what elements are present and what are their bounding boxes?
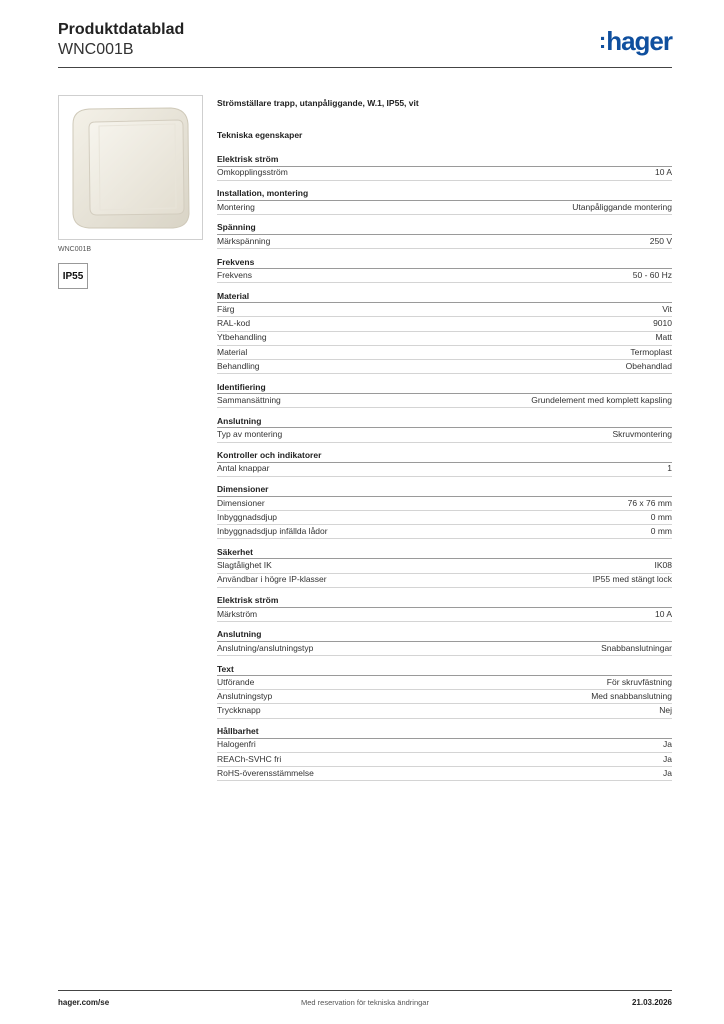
spec-row — [217, 317, 672, 331]
spec-value: Snabbanslutningar — [601, 642, 672, 653]
spec-row — [217, 559, 672, 573]
spec-label: Färg — [217, 304, 235, 315]
spec-row — [217, 235, 672, 249]
product-code: WNC001B — [58, 41, 134, 58]
spec-value: Grundelement med komplett kapsling — [531, 395, 672, 406]
spec-row — [217, 739, 672, 753]
image-caption: WNC001B — [58, 246, 92, 253]
spec-row — [217, 463, 672, 477]
spec-label: Frekvens — [217, 269, 252, 280]
spec-section-title: Elektrisk ström — [217, 595, 672, 608]
spec-value: Med snabbanslutning — [591, 691, 672, 702]
spec-value: IK08 — [654, 560, 672, 571]
spec-label: RoHS-överensstämmelse — [217, 767, 314, 778]
spec-label: Dimensioner — [217, 497, 265, 508]
spec-label: Inbyggnadsdjup infällda lådor — [217, 525, 328, 536]
spec-label: REACh-SVHC fri — [217, 753, 282, 764]
spec-label: Tryckknapp — [217, 705, 261, 716]
ip-rating-badge: IP55 — [58, 263, 88, 289]
technical-properties-title: Tekniska egenskaper — [217, 130, 303, 140]
spec-section-title: Spänning — [217, 222, 672, 235]
spec-value: Utanpåliggande montering — [572, 201, 672, 212]
spec-section-title: Elektrisk ström — [217, 154, 672, 167]
spec-section — [217, 382, 672, 409]
spec-label: Märkspänning — [217, 235, 271, 246]
spec-label: Halogenfri — [217, 739, 256, 750]
spec-value: 0 mm — [650, 511, 672, 522]
spec-section — [217, 629, 672, 656]
spec-label: Märkström — [217, 608, 258, 619]
document-title: Produktdatablad — [58, 21, 185, 38]
spec-section — [217, 257, 672, 284]
spec-section — [217, 416, 672, 443]
spec-value: Vit — [662, 304, 672, 315]
spec-section-title: Dimensioner — [217, 484, 672, 497]
spec-section — [217, 595, 672, 622]
spec-section-title: Frekvens — [217, 257, 672, 270]
spec-section — [217, 726, 672, 781]
spec-section — [217, 484, 672, 539]
spec-sections — [217, 154, 672, 789]
spec-row — [217, 394, 672, 408]
spec-label: Material — [217, 346, 248, 357]
spec-row — [217, 525, 672, 539]
spec-row — [217, 511, 672, 525]
spec-value: Ja — [663, 739, 672, 750]
product-image — [58, 95, 203, 240]
spec-label: Anslutning/anslutningstyp — [217, 642, 314, 653]
spec-label: Slagtålighet IK — [217, 560, 272, 571]
logo-mark-icon: : — [598, 28, 606, 53]
footer-date: 21.03.2026 — [631, 998, 672, 1007]
spec-value: Termoplast — [630, 346, 672, 357]
hager-logo — [599, 26, 672, 58]
spec-label: RAL-kod — [217, 318, 251, 329]
spec-value: IP55 med stängt lock — [592, 574, 672, 585]
spec-value: 10 A — [654, 167, 672, 178]
spec-section-title: Identifiering — [217, 382, 672, 395]
spec-section — [217, 154, 672, 181]
spec-value: Matt — [655, 332, 672, 343]
spec-section-title: Material — [217, 291, 672, 304]
spec-label: Omkopplingsström — [217, 167, 288, 178]
spec-label: Antal knappar — [217, 463, 270, 474]
spec-section-title: Text — [217, 664, 672, 677]
spec-value: 76 x 76 mm — [627, 497, 672, 508]
document-header — [58, 20, 184, 60]
spec-value: Obehandlad — [625, 360, 672, 371]
spec-value: Ja — [663, 767, 672, 778]
spec-section-title: Hållbarhet — [217, 726, 672, 739]
spec-section — [217, 188, 672, 215]
spec-row — [217, 269, 672, 283]
spec-section-title: Anslutning — [217, 629, 672, 642]
spec-value: För skruvfästning — [606, 676, 672, 687]
spec-row — [217, 303, 672, 317]
product-name: Strömställare trapp, utanpåliggande, W.1, IP55, vit — [217, 98, 419, 108]
footer-notice: Med reservation för tekniska ändringar — [301, 998, 429, 1007]
spec-row — [217, 676, 672, 690]
spec-row — [217, 767, 672, 781]
spec-label: Anslutningstyp — [217, 691, 273, 702]
header-divider — [58, 67, 672, 68]
spec-row — [217, 428, 672, 442]
spec-row — [217, 753, 672, 767]
spec-label: Utförande — [217, 676, 255, 687]
spec-row — [217, 642, 672, 656]
spec-row — [217, 167, 672, 181]
spec-section-title: Anslutning — [217, 416, 672, 429]
spec-label: Montering — [217, 201, 255, 212]
spec-row — [217, 360, 672, 374]
spec-section-title: Kontroller och indikatorer — [217, 450, 672, 463]
spec-value: 9010 — [653, 318, 672, 329]
spec-row — [217, 704, 672, 718]
spec-section — [217, 222, 672, 249]
spec-row — [217, 690, 672, 704]
spec-value: 1 — [667, 463, 672, 474]
spec-label: Användbar i högre IP-klasser — [217, 574, 327, 585]
spec-row — [217, 346, 672, 360]
spec-value: Ja — [663, 753, 672, 764]
spec-label: Ytbehandling — [217, 332, 267, 343]
spec-label: Behandling — [217, 360, 260, 371]
spec-row — [217, 608, 672, 622]
spec-section-title: Säkerhet — [217, 547, 672, 560]
spec-row — [217, 201, 672, 215]
footer-divider — [58, 990, 672, 991]
spec-value: 10 A — [654, 608, 672, 619]
spec-value: 50 - 60 Hz — [632, 269, 672, 280]
logo-text: hager — [606, 26, 672, 56]
spec-value: Skruvmontering — [612, 429, 672, 440]
spec-value: 250 V — [649, 235, 672, 246]
spec-label: Typ av montering — [217, 429, 283, 440]
spec-label: Inbyggnadsdjup — [217, 511, 278, 522]
spec-row — [217, 574, 672, 588]
spec-row — [217, 497, 672, 511]
switch-illustration-icon — [59, 96, 202, 239]
spec-section — [217, 450, 672, 477]
spec-label: Sammansättning — [217, 395, 281, 406]
spec-row — [217, 332, 672, 346]
spec-value: 0 mm — [650, 525, 672, 536]
spec-section-title: Installation, montering — [217, 188, 672, 201]
footer-website: hager.com/se — [58, 998, 110, 1007]
spec-value: Nej — [659, 705, 672, 716]
spec-section — [217, 664, 672, 719]
spec-section — [217, 291, 672, 374]
product-info — [217, 97, 672, 141]
spec-section — [217, 547, 672, 588]
